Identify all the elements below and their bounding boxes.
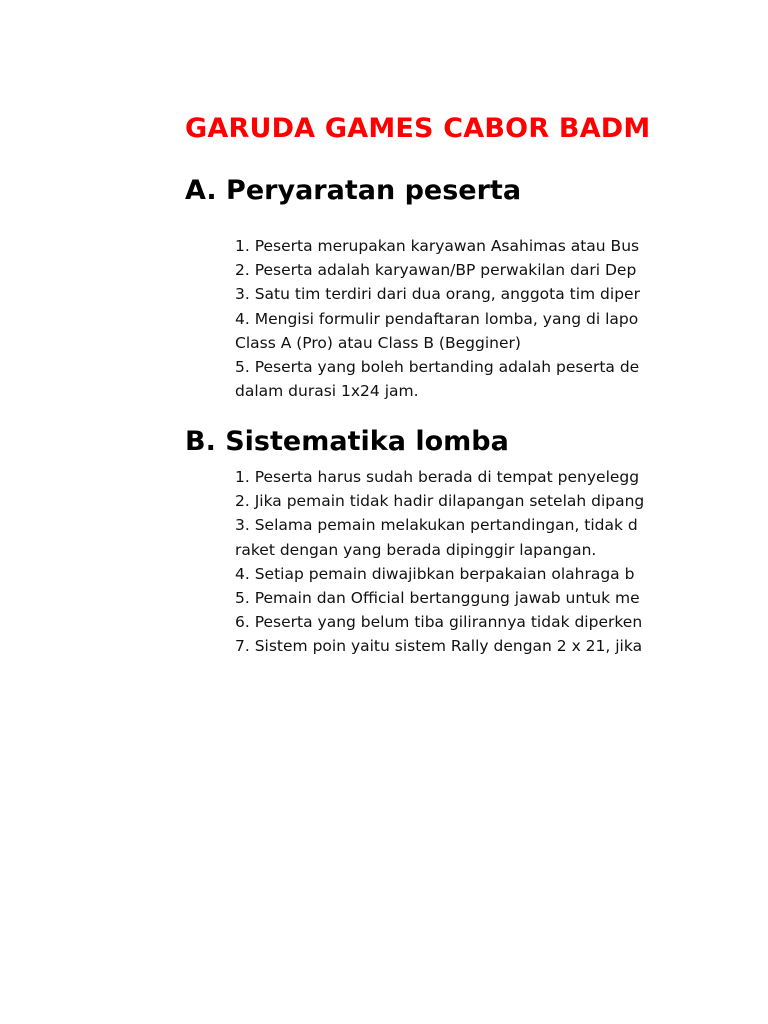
list-item: 5. Peserta yang boleh bertanding adalah peserta de	[235, 358, 640, 377]
list-item-continuation: dalam durasi 1x24 jam.	[235, 382, 419, 401]
page-content	[185, 0, 658, 1024]
section-a-heading: A. Peryaratan peserta	[185, 175, 522, 206]
list-item-continuation: Class A (Pro) atau Class B (Begginer)	[235, 333, 521, 352]
list-item: 3. Satu tim terdiri dari dua orang, anggota tim diper	[235, 285, 640, 304]
list-item: 7. Sistem poin yaitu sistem Rally dengan 2 x 21, jika	[235, 637, 643, 656]
list-item: 5. Pemain dan Official bertanggung jawab untuk me	[235, 589, 640, 608]
list-item: 3. Selama pemain melakukan pertandingan, tidak d	[235, 516, 638, 535]
list-item: 6. Peserta yang belum tiba gilirannya tidak diperken	[235, 613, 643, 632]
list-item: 4. Mengisi formulir pendaftaran lomba, yang di lapo	[235, 309, 639, 328]
list-item: 1. Peserta merupakan karyawan Asahimas atau Bus	[235, 237, 640, 255]
section-b-heading: B. Sistematika lomba	[185, 426, 509, 457]
list-item: 2. Peserta adalah karyawan/BP perwakilan dari Dep	[235, 261, 637, 280]
list-item-continuation: raket dengan yang berada dipinggir lapangan.	[235, 540, 597, 559]
list-item: 2. Jika pemain tidak hadir dilapangan setelah dipang	[235, 492, 645, 511]
list-item: 4. Setiap pemain diwajibkan berpakaian olahraga b	[235, 564, 635, 583]
section-a-list	[235, 234, 658, 403]
section-b-list	[235, 465, 658, 659]
list-item: 1. Peserta harus sudah berada di tempat penyelegg	[235, 468, 640, 486]
document-title: GARUDA GAMES CABOR BADM	[185, 113, 651, 144]
